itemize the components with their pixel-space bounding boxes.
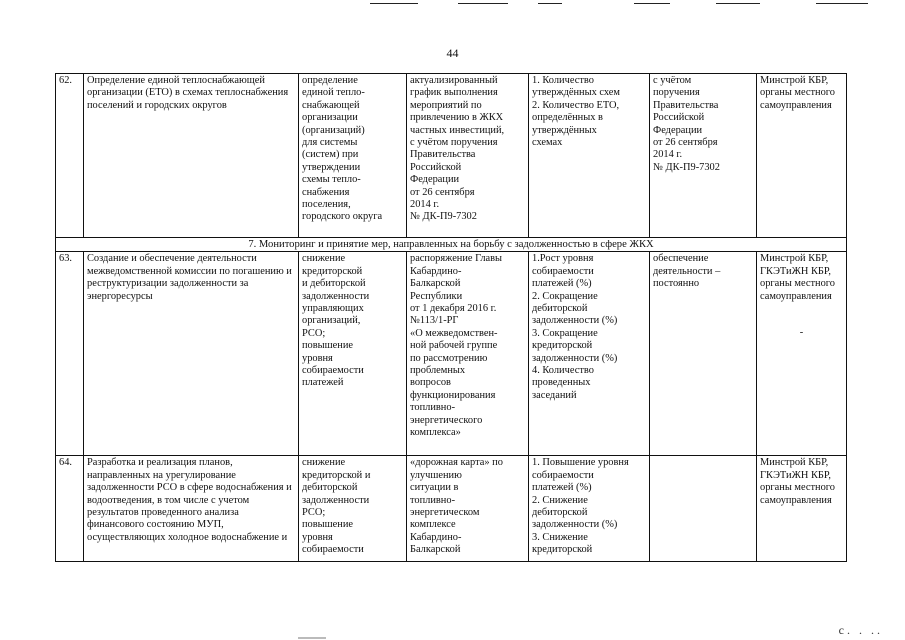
row-number: 62. [56,74,84,238]
result-cell: снижение кредиторской и дебиторской задолженности управляющих организаций, РСО; повышение уровня собираемости платежей [299,252,407,456]
section-row [56,238,847,252]
deadline-cell [650,456,757,562]
event-cell: Разработка и реализация планов, направленных на урегулирование задолженности РСО в сфере водоснабжения и водоотведения, в том числе с учетом результатов проведенного анализа финансового состоянию МУП, осуществляющих холодное водоснабжение и [84,456,299,562]
result-cell: снижение кредиторской и дебиторской задолженности РСО; повышение уровня собираемости [299,456,407,562]
top-rule [458,3,508,4]
top-rule [538,3,562,4]
indicators-cell: 1.Рост уровня собираемости платежей (%) 2. Сокращение дебиторской задолженности (%) 3. Сокращение кредиторской задолженности (%) 4. Количество проведенных заседаний [529,252,650,456]
indicators-cell: 1. Повышение уровня собираемости платежей (%) 2. Снижение дебиторской задолженности (%) 3. Снижение кредиторской [529,456,650,562]
top-rule [634,3,670,4]
event-cell: Создание и обеспечение деятельности межведомственной комиссии по погашению и реструктуризации задолженности за энергоресурсы [84,252,299,456]
section-heading: 7. Мониторинг и принятие мер, направленных на борьбу с задолженностью в сфере ЖКХ [56,238,847,252]
basis-cell: распоряжение Главы Кабардино- Балкарской Республики от 1 декабря 2016 г. №113/1-РГ «О межведомствен- ной рабочей группе по рассмотрению проблемных вопросов функционирования топливно- энергетического комплекса» [407,252,529,456]
table-row [56,252,847,456]
responsible-dash: - [799,327,804,339]
deadline-cell: с учётом поручения Правительства Российской Федерации от 26 сентября 2014 г. № ДК-П9-7302 [650,74,757,238]
top-rule [816,3,868,4]
responsible-cell [757,252,847,456]
row-number: 63. [56,252,84,456]
table-row [56,456,847,562]
basis-cell: «дорожная карта» по улучшению ситуации в топливно- энергетическом комплексе Кабардино- Балкарской [407,456,529,562]
indicators-cell: 1. Количество утверждённых схем 2. Количество ЕТО, определённых в утверждённых схемах [529,74,650,238]
row-number: 64. [56,456,84,562]
basis-cell: актуализированный график выполнения мероприятий по привлечению в ЖКХ частных инвестиций, с учётом поручения Правительства Российской Федерации от 26 сентября 2014 г. № ДК-П9-7302 [407,74,529,238]
page-number: 44 [446,46,459,60]
corner-signature-mark: с. . .. [838,623,883,637]
scan-mark [298,637,326,639]
deadline-cell: обеспечение деятельности – постоянно [650,252,757,456]
responsible-cell: Минстрой КБР, ГКЭТиЖН КБР, органы местного самоуправления [757,456,847,562]
result-cell: определение единой тепло- снабжающей организации (организаций) для системы (систем) при утверждении схемы тепло- снабжения поселения, городского округа [299,74,407,238]
responsible-cell: Минстрой КБР, органы местного самоуправления [757,74,847,238]
event-cell: Определение единой теплоснабжающей организации (ЕТО) в схемах теплоснабжения поселений и городских округов [84,74,299,238]
top-rule [370,3,418,4]
table-row [56,74,847,238]
top-rule [716,3,760,4]
responsible-text: Минстрой КБР, ГКЭТиЖН КБР, органы местного самоуправления [760,253,835,302]
measures-table [55,73,847,562]
